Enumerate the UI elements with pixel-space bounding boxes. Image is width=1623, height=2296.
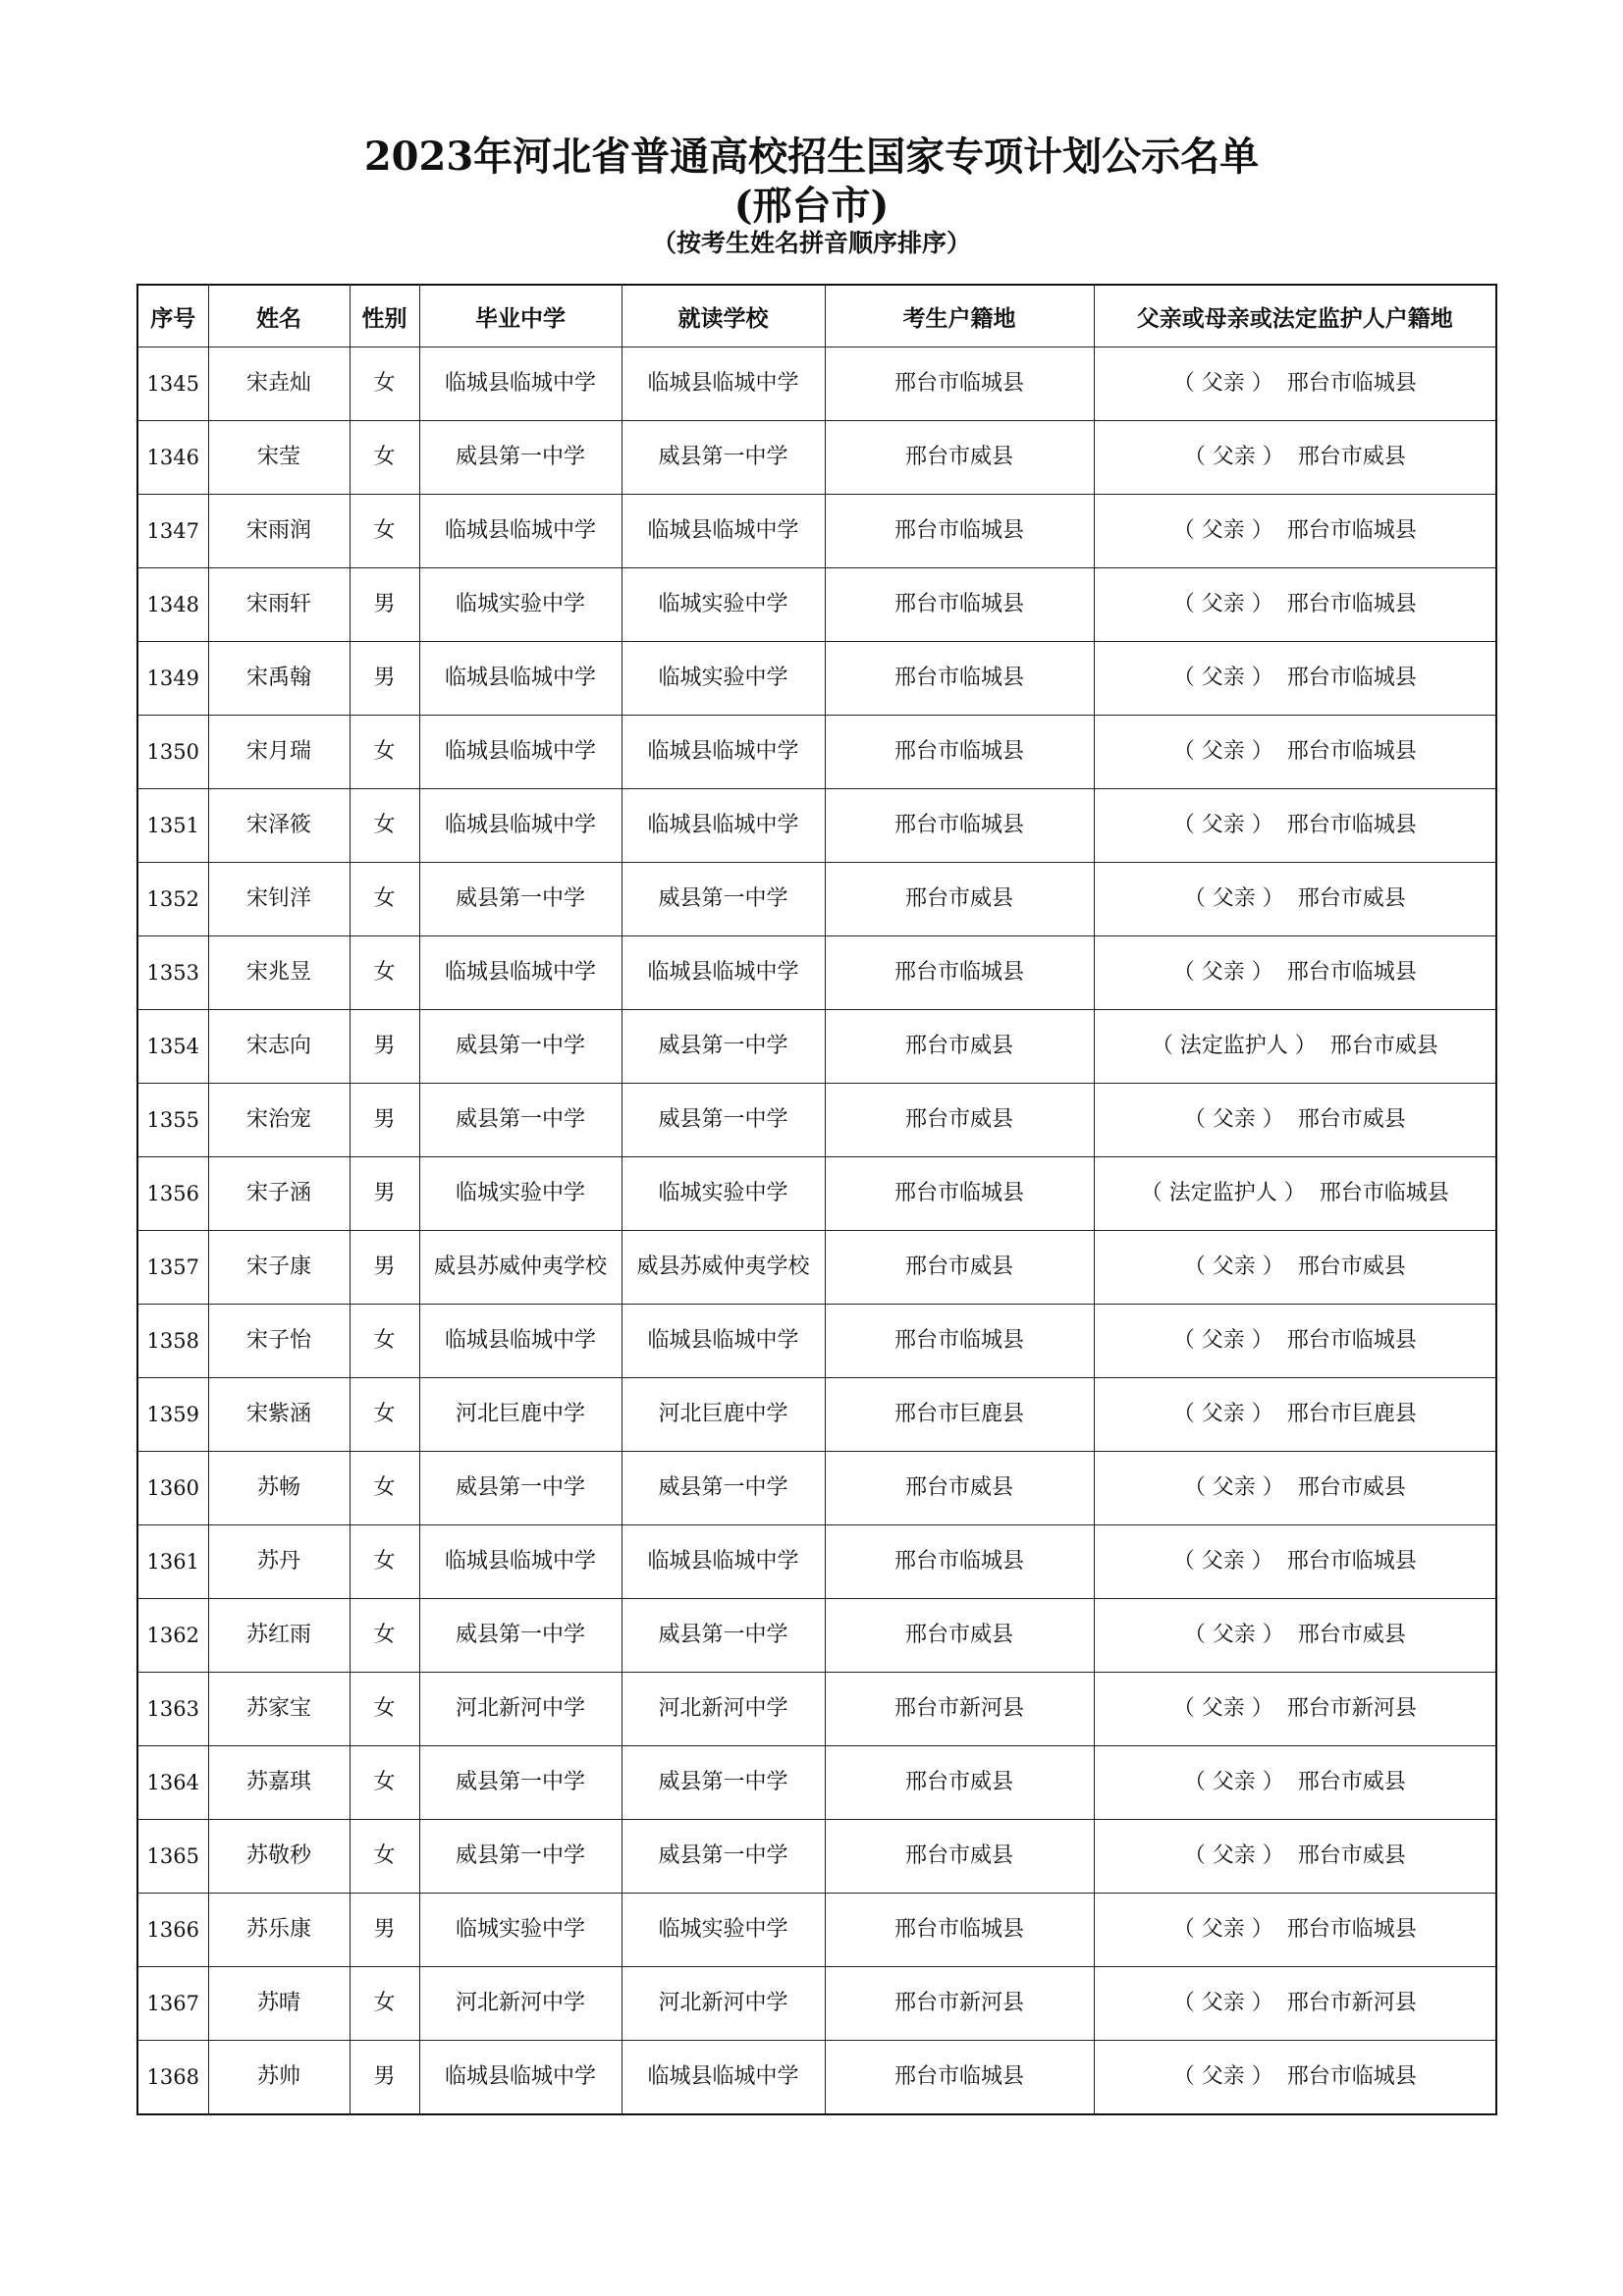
row-number: 1362 <box>137 1599 208 1673</box>
guardian-domicile <box>1094 495 1496 568</box>
student-domicile: 邢台市临城县 <box>825 1305 1094 1378</box>
student-gender: 女 <box>350 716 419 789</box>
current-school: 威县第一中学 <box>622 1010 825 1084</box>
student-name: 宋垚灿 <box>208 347 350 421</box>
graduation-school: 威县第一中学 <box>419 863 622 936</box>
row-number: 1349 <box>137 642 208 716</box>
column-header: 性别 <box>350 285 419 347</box>
student-gender: 女 <box>350 347 419 421</box>
page-subtitle: （按考生姓名拼音顺序排序） <box>651 229 971 257</box>
student-name: 宋月瑞 <box>208 716 350 789</box>
student-gender: 女 <box>350 421 419 495</box>
guardian-place: 邢台市临城县 <box>1286 739 1417 764</box>
guardian-relation: （ 父亲 ） <box>1172 739 1273 764</box>
column-header: 就读学校 <box>622 285 825 347</box>
student-gender: 女 <box>350 863 419 936</box>
graduation-school: 临城县临城中学 <box>419 347 622 421</box>
row-number: 1367 <box>137 1967 208 2041</box>
student-gender: 女 <box>350 1525 419 1599</box>
row-number: 1350 <box>137 716 208 789</box>
guardian-domicile <box>1094 1820 1496 1894</box>
graduation-school: 临城县临城中学 <box>419 642 622 716</box>
table-row <box>137 1894 1496 1967</box>
student-domicile: 邢台市临城县 <box>825 1525 1094 1599</box>
guardian-domicile <box>1094 863 1496 936</box>
table-row <box>137 1010 1496 1084</box>
guardian-place: 邢台市威县 <box>1297 445 1406 469</box>
guardian-relation: （ 父亲 ） <box>1172 666 1273 690</box>
guardian-domicile <box>1094 347 1496 421</box>
row-number: 1360 <box>137 1452 208 1525</box>
graduation-school: 临城实验中学 <box>419 568 622 642</box>
student-domicile: 邢台市临城县 <box>825 789 1094 863</box>
table-row <box>137 1673 1496 1746</box>
guardian-domicile <box>1094 789 1496 863</box>
student-name: 苏晴 <box>208 1967 350 2041</box>
current-school: 河北巨鹿中学 <box>622 1378 825 1452</box>
student-name: 苏畅 <box>208 1452 350 1525</box>
table-row <box>137 2041 1496 2115</box>
guardian-relation: （ 父亲 ） <box>1183 1255 1284 1279</box>
student-name: 宋雨润 <box>208 495 350 568</box>
student-domicile: 邢台市威县 <box>825 1746 1094 1820</box>
current-school: 临城县临城中学 <box>622 716 825 789</box>
student-domicile: 邢台市威县 <box>825 1084 1094 1157</box>
guardian-domicile <box>1094 936 1496 1010</box>
guardian-relation: （ 父亲 ） <box>1172 2064 1273 2089</box>
row-number: 1361 <box>137 1525 208 1599</box>
guardian-relation: （ 法定监护人 ） <box>1140 1181 1306 1205</box>
table-row <box>137 642 1496 716</box>
guardian-domicile <box>1094 1378 1496 1452</box>
guardian-relation: （ 父亲 ） <box>1172 1696 1273 1721</box>
guardian-domicile <box>1094 1746 1496 1820</box>
graduation-school: 临城实验中学 <box>419 1157 622 1231</box>
current-school: 威县第一中学 <box>622 1746 825 1820</box>
row-number: 1354 <box>137 1010 208 1084</box>
row-number: 1356 <box>137 1157 208 1231</box>
student-name: 苏乐康 <box>208 1894 350 1967</box>
guardian-place: 邢台市临城县 <box>1286 592 1417 616</box>
student-name: 宋治宠 <box>208 1084 350 1157</box>
student-domicile: 邢台市新河县 <box>825 1673 1094 1746</box>
guardian-domicile <box>1094 1010 1496 1084</box>
guardian-domicile <box>1094 1084 1496 1157</box>
student-domicile: 邢台市威县 <box>825 863 1094 936</box>
student-domicile: 邢台市临城县 <box>825 716 1094 789</box>
guardian-place: 邢台市威县 <box>1297 1255 1406 1279</box>
student-name: 宋紫涵 <box>208 1378 350 1452</box>
student-name: 苏嘉琪 <box>208 1746 350 1820</box>
student-name: 宋禹翰 <box>208 642 350 716</box>
student-gender: 男 <box>350 568 419 642</box>
graduation-school: 威县第一中学 <box>419 1084 622 1157</box>
student-name: 宋子涵 <box>208 1157 350 1231</box>
current-school: 威县第一中学 <box>622 421 825 495</box>
guardian-place: 邢台市临城县 <box>1286 813 1417 837</box>
guardian-relation: （ 父亲 ） <box>1172 1328 1273 1353</box>
guardian-place: 邢台市新河县 <box>1286 1696 1417 1721</box>
student-gender: 女 <box>350 1378 419 1452</box>
table-row <box>137 1378 1496 1452</box>
current-school: 河北新河中学 <box>622 1967 825 2041</box>
guardian-relation: （ 父亲 ） <box>1172 1917 1273 1942</box>
student-domicile: 邢台市新河县 <box>825 1967 1094 2041</box>
student-gender: 女 <box>350 1599 419 1673</box>
current-school: 威县第一中学 <box>622 1820 825 1894</box>
guardian-relation: （ 父亲 ） <box>1183 886 1284 911</box>
guardian-place: 邢台市临城县 <box>1286 1549 1417 1574</box>
student-domicile: 邢台市临城县 <box>825 1894 1094 1967</box>
graduation-school: 威县第一中学 <box>419 1599 622 1673</box>
current-school: 临城县临城中学 <box>622 347 825 421</box>
guardian-place: 邢台市临城县 <box>1286 371 1417 396</box>
guardian-place: 邢台市威县 <box>1329 1034 1438 1058</box>
guardian-relation: （ 父亲 ） <box>1172 1402 1273 1426</box>
column-header: 父亲或母亲或法定监护人户籍地 <box>1094 285 1496 347</box>
guardian-relation: （ 父亲 ） <box>1183 1843 1284 1868</box>
page-title: 2023年河北省普通高校招生国家专项计划公示名单 <box>363 133 1260 180</box>
guardian-place: 邢台市威县 <box>1297 1107 1406 1132</box>
guardian-domicile <box>1094 1673 1496 1746</box>
student-domicile: 邢台市威县 <box>825 1010 1094 1084</box>
current-school: 临城县临城中学 <box>622 789 825 863</box>
guardian-place: 邢台市临城县 <box>1286 2064 1417 2089</box>
guardian-domicile <box>1094 1967 1496 2041</box>
row-number: 1363 <box>137 1673 208 1746</box>
table-row <box>137 495 1496 568</box>
current-school: 临城县临城中学 <box>622 495 825 568</box>
student-domicile: 邢台市临城县 <box>825 642 1094 716</box>
row-number: 1368 <box>137 2041 208 2115</box>
student-name: 苏丹 <box>208 1525 350 1599</box>
guardian-domicile <box>1094 1452 1496 1525</box>
row-number: 1346 <box>137 421 208 495</box>
row-number: 1352 <box>137 863 208 936</box>
graduation-school: 临城县临城中学 <box>419 495 622 568</box>
guardian-domicile <box>1094 421 1496 495</box>
guardian-relation: （ 父亲 ） <box>1172 960 1273 985</box>
graduation-school: 威县第一中学 <box>419 421 622 495</box>
student-gender: 女 <box>350 495 419 568</box>
student-name: 苏敬秒 <box>208 1820 350 1894</box>
student-name: 宋泽筱 <box>208 789 350 863</box>
row-number: 1365 <box>137 1820 208 1894</box>
student-name: 宋志向 <box>208 1010 350 1084</box>
graduation-school: 河北新河中学 <box>419 1673 622 1746</box>
page-title-city: (邢台市) <box>733 183 890 229</box>
row-number: 1348 <box>137 568 208 642</box>
guardian-place: 邢台市威县 <box>1297 1623 1406 1647</box>
table-row <box>137 1452 1496 1525</box>
student-name: 宋子怡 <box>208 1305 350 1378</box>
student-domicile: 邢台市威县 <box>825 1231 1094 1305</box>
guardian-domicile <box>1094 716 1496 789</box>
row-number: 1364 <box>137 1746 208 1820</box>
graduation-school: 临城县临城中学 <box>419 1525 622 1599</box>
graduation-school: 临城县临城中学 <box>419 2041 622 2115</box>
graduation-school: 临城县临城中学 <box>419 789 622 863</box>
table-row <box>137 1746 1496 1820</box>
current-school: 临城实验中学 <box>622 568 825 642</box>
guardian-relation: （ 父亲 ） <box>1172 1991 1273 2015</box>
guardian-place: 邢台市威县 <box>1297 1843 1406 1868</box>
student-domicile: 邢台市威县 <box>825 1820 1094 1894</box>
column-header: 序号 <box>137 285 208 347</box>
table-row <box>137 347 1496 421</box>
table-row <box>137 1820 1496 1894</box>
student-domicile: 邢台市威县 <box>825 1452 1094 1525</box>
current-school: 临城县临城中学 <box>622 1305 825 1378</box>
table-header-row <box>137 285 1496 347</box>
table-row <box>137 1157 1496 1231</box>
current-school: 威县第一中学 <box>622 1452 825 1525</box>
student-name: 宋兆昱 <box>208 936 350 1010</box>
table-row <box>137 1084 1496 1157</box>
column-header: 毕业中学 <box>419 285 622 347</box>
student-name: 苏家宝 <box>208 1673 350 1746</box>
roster-table <box>136 284 1497 2115</box>
guardian-place: 邢台市巨鹿县 <box>1286 1402 1417 1426</box>
student-domicile: 邢台市巨鹿县 <box>825 1378 1094 1452</box>
current-school: 威县第一中学 <box>622 1599 825 1673</box>
row-number: 1345 <box>137 347 208 421</box>
guardian-relation: （ 父亲 ） <box>1172 371 1273 396</box>
current-school: 河北新河中学 <box>622 1673 825 1746</box>
student-gender: 女 <box>350 789 419 863</box>
guardian-place: 邢台市临城县 <box>1319 1181 1449 1205</box>
current-school: 临城县临城中学 <box>622 2041 825 2115</box>
table-row <box>137 716 1496 789</box>
guardian-domicile <box>1094 642 1496 716</box>
row-number: 1353 <box>137 936 208 1010</box>
table-row <box>137 1305 1496 1378</box>
row-number: 1366 <box>137 1894 208 1967</box>
row-number: 1358 <box>137 1305 208 1378</box>
student-gender: 男 <box>350 1010 419 1084</box>
guardian-place: 邢台市威县 <box>1297 886 1406 911</box>
current-school: 威县苏威仲夷学校 <box>622 1231 825 1305</box>
student-name: 苏红雨 <box>208 1599 350 1673</box>
student-name: 苏帅 <box>208 2041 350 2115</box>
guardian-relation: （ 父亲 ） <box>1183 1475 1284 1500</box>
student-gender: 女 <box>350 936 419 1010</box>
student-gender: 女 <box>350 1820 419 1894</box>
student-domicile: 邢台市威县 <box>825 1599 1094 1673</box>
table-row <box>137 1967 1496 2041</box>
student-name: 宋雨轩 <box>208 568 350 642</box>
student-name: 宋钊洋 <box>208 863 350 936</box>
current-school: 临城县临城中学 <box>622 1525 825 1599</box>
guardian-place: 邢台市临城县 <box>1286 1328 1417 1353</box>
student-gender: 女 <box>350 1305 419 1378</box>
current-school: 威县第一中学 <box>622 863 825 936</box>
guardian-relation: （ 法定监护人 ） <box>1151 1034 1317 1058</box>
column-header: 姓名 <box>208 285 350 347</box>
guardian-domicile <box>1094 1599 1496 1673</box>
graduation-school: 临城县临城中学 <box>419 716 622 789</box>
student-gender: 女 <box>350 1452 419 1525</box>
row-number: 1359 <box>137 1378 208 1452</box>
table-row <box>137 1231 1496 1305</box>
graduation-school: 临城县临城中学 <box>419 1305 622 1378</box>
guardian-relation: （ 父亲 ） <box>1172 518 1273 543</box>
table-row <box>137 568 1496 642</box>
guardian-domicile <box>1094 2041 1496 2115</box>
graduation-school: 威县第一中学 <box>419 1452 622 1525</box>
guardian-domicile <box>1094 568 1496 642</box>
guardian-place: 邢台市威县 <box>1297 1475 1406 1500</box>
guardian-place: 邢台市临城县 <box>1286 960 1417 985</box>
student-gender: 男 <box>350 1231 419 1305</box>
student-domicile: 邢台市临城县 <box>825 347 1094 421</box>
student-gender: 男 <box>350 1084 419 1157</box>
student-gender: 男 <box>350 642 419 716</box>
student-gender: 男 <box>350 1894 419 1967</box>
student-domicile: 邢台市威县 <box>825 421 1094 495</box>
guardian-domicile <box>1094 1525 1496 1599</box>
student-name: 宋莹 <box>208 421 350 495</box>
row-number: 1351 <box>137 789 208 863</box>
row-number: 1347 <box>137 495 208 568</box>
guardian-domicile <box>1094 1894 1496 1967</box>
guardian-relation: （ 父亲 ） <box>1172 813 1273 837</box>
row-number: 1357 <box>137 1231 208 1305</box>
current-school: 威县第一中学 <box>622 1084 825 1157</box>
guardian-domicile <box>1094 1305 1496 1378</box>
graduation-school: 威县苏威仲夷学校 <box>419 1231 622 1305</box>
guardian-place: 邢台市新河县 <box>1286 1991 1417 2015</box>
table-row <box>137 789 1496 863</box>
graduation-school: 河北新河中学 <box>419 1967 622 2041</box>
row-number: 1355 <box>137 1084 208 1157</box>
guardian-place: 邢台市威县 <box>1297 1770 1406 1794</box>
guardian-relation: （ 父亲 ） <box>1172 592 1273 616</box>
guardian-relation: （ 父亲 ） <box>1183 1770 1284 1794</box>
graduation-school: 威县第一中学 <box>419 1010 622 1084</box>
guardian-relation: （ 父亲 ） <box>1183 445 1284 469</box>
guardian-relation: （ 父亲 ） <box>1183 1623 1284 1647</box>
table-row <box>137 1525 1496 1599</box>
graduation-school: 临城县临城中学 <box>419 936 622 1010</box>
student-name: 宋子康 <box>208 1231 350 1305</box>
current-school: 临城实验中学 <box>622 642 825 716</box>
student-gender: 女 <box>350 1746 419 1820</box>
student-gender: 女 <box>350 1673 419 1746</box>
guardian-relation: （ 父亲 ） <box>1183 1107 1284 1132</box>
current-school: 临城实验中学 <box>622 1894 825 1967</box>
graduation-school: 河北巨鹿中学 <box>419 1378 622 1452</box>
guardian-place: 邢台市临城县 <box>1286 518 1417 543</box>
guardian-place: 邢台市临城县 <box>1286 666 1417 690</box>
table-row <box>137 1599 1496 1673</box>
guardian-place: 邢台市临城县 <box>1286 1917 1417 1942</box>
guardian-domicile <box>1094 1157 1496 1231</box>
student-gender: 男 <box>350 1157 419 1231</box>
table-row <box>137 863 1496 936</box>
student-gender: 男 <box>350 2041 419 2115</box>
student-domicile: 邢台市临城县 <box>825 568 1094 642</box>
student-domicile: 邢台市临城县 <box>825 495 1094 568</box>
table-row <box>137 936 1496 1010</box>
current-school: 临城县临城中学 <box>622 936 825 1010</box>
table-row <box>137 421 1496 495</box>
guardian-relation: （ 父亲 ） <box>1172 1549 1273 1574</box>
guardian-domicile <box>1094 1231 1496 1305</box>
student-domicile: 邢台市临城县 <box>825 2041 1094 2115</box>
student-domicile: 邢台市临城县 <box>825 1157 1094 1231</box>
graduation-school: 威县第一中学 <box>419 1746 622 1820</box>
graduation-school: 临城实验中学 <box>419 1894 622 1967</box>
column-header: 考生户籍地 <box>825 285 1094 347</box>
table-body <box>137 347 1496 2115</box>
student-gender: 女 <box>350 1967 419 2041</box>
current-school: 临城实验中学 <box>622 1157 825 1231</box>
graduation-school: 威县第一中学 <box>419 1820 622 1894</box>
student-domicile: 邢台市临城县 <box>825 936 1094 1010</box>
